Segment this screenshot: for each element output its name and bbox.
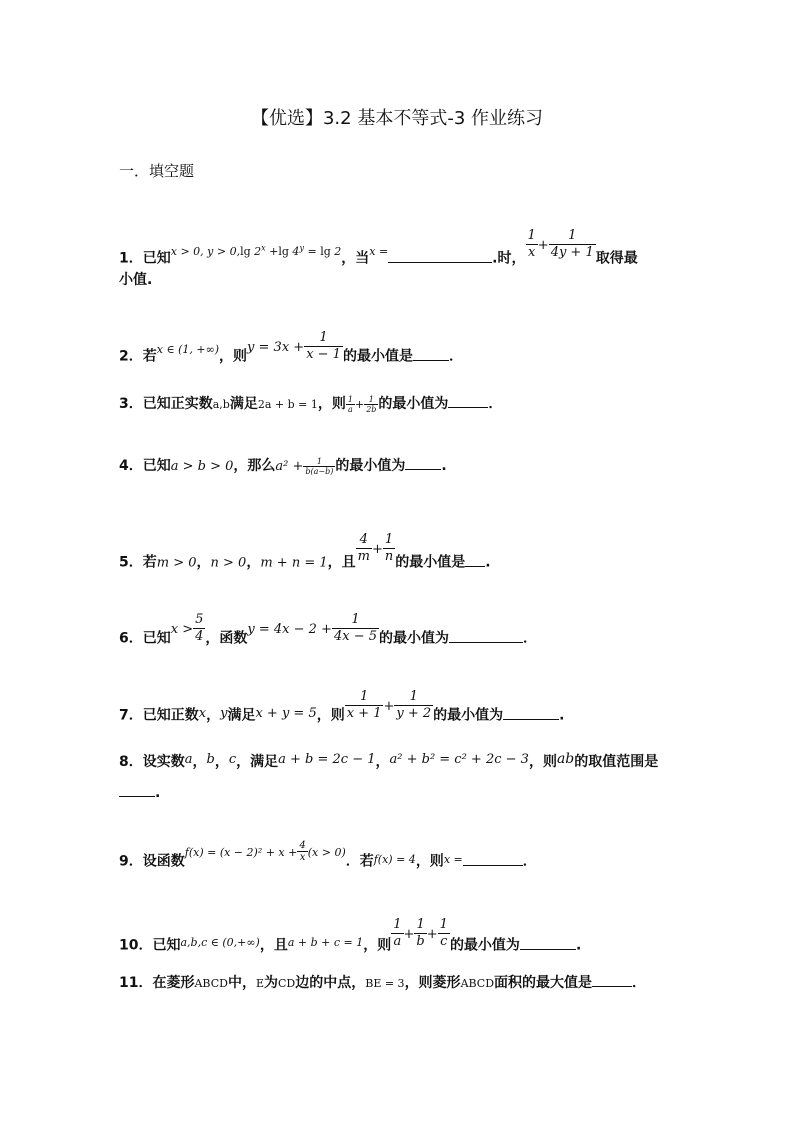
answer-blank <box>388 248 492 263</box>
math-expression: y = 3x + <box>247 339 305 355</box>
answer-blank <box>463 851 523 866</box>
math-condition: x ∈ (1, +∞) <box>156 342 220 356</box>
answer-blank <box>520 935 576 950</box>
question-10: 10．已知$^{a,b,c \in (0,+\infty)}$，且$^{a + b + c = 1}$，则 $\frac{1}{a}$ + $\frac{1}{b}$ + $\frac{1}{c}$ 的最小值为 . <box>119 917 582 954</box>
question-9: 9．设函数$^{f(x) = (x - 2)^2 + x +}$ $\frac{4}{x}$ $^{(x > 0)}$．若$^{f(x) = 4}$，则$^{x =}$ ． <box>119 840 537 870</box>
math-expression: y = 4x − 2 + <box>247 621 332 637</box>
answer-blank <box>405 455 441 470</box>
question-11: 11．在菱形ABCD中，E为CD边的中点，BE = 3，则菱形ABCD面积的最大值是 ． <box>119 972 689 994</box>
math-condition: x + y = 5 <box>255 705 317 721</box>
question-3: 3．已知正实数a,b满足2a + b = 1，则 $\frac{1}{a}$ + $\frac{1}{2b}$ 的最小值为 ． <box>119 394 503 414</box>
math-expression: $\frac{1}{a}$ <box>347 394 353 414</box>
math-condition: x > <box>170 621 194 637</box>
answer-blank <box>119 782 155 797</box>
math-condition: a > b > 0 <box>170 459 234 474</box>
question-8: 8．设实数a，b，c，满足a + b = 2c − 1，a² + b² = c² + 2c − 3，则ab的取值范围是 <box>119 751 659 770</box>
math-expression: $\frac{4}{m}$ <box>357 532 370 564</box>
page-title: 【优选】3.2 基本不等式-3 作业练习 <box>250 108 543 129</box>
math-expression: $\frac{1}{x}$ <box>527 228 536 260</box>
math-expression: $\frac{1}{a}$ <box>393 917 402 949</box>
math-expression: f(x) = (x − 2)² + x + <box>184 845 298 859</box>
answer-blank <box>448 393 488 408</box>
math-expression: $\frac{1}{x + 1}$ <box>346 689 382 721</box>
question-2: 2．若$^{x \in (1, +\infty)}$，则y = 3x + $\frac{1}{x - 1}$ 的最小值是 ． <box>119 330 463 365</box>
question-7: 7．已知正数x，y满足x + y = 5，则 $\frac{1}{x + 1}$ + $\frac{1}{y + 2}$ 的最小值为 . <box>119 689 565 724</box>
question-8-continued: . <box>119 782 689 803</box>
question-1: 1．已知$^{x > 0, y > 0,lg 2^x +lg 4^y = lg 2}$，当$^{x =}$ .时， $\frac{1}{x}$ + $\frac{1}{4y + 1}$ 取得最 <box>119 228 638 267</box>
section-heading: 一．填空题 <box>119 162 195 180</box>
question-4: 4．已知a > b > 0，那么a² + $\frac{1}{b(a-b)}$ 的最小值为 . <box>119 456 447 476</box>
math-expression: a² + <box>275 459 304 474</box>
answer-blank <box>592 972 632 987</box>
math-condition: a + b = 2c − 1 <box>278 752 376 767</box>
math-condition: 2a + b = 1 <box>257 398 318 411</box>
answer-blank <box>449 628 523 643</box>
answer-blank <box>465 552 485 567</box>
answer-blank <box>503 705 559 720</box>
math-condition: BE = 3 <box>365 977 405 990</box>
math-condition: x > 0, y > 0,lg 2x +lg 4y = lg 2 <box>170 242 342 258</box>
question-5: 5．若m > 0，n > 0，m + n = 1，且 $\frac{4}{m}$ + $\frac{1}{n}$ 的最小值是 . <box>119 532 491 571</box>
math-condition: a,b,c ∈ (0,+∞) <box>180 935 260 949</box>
answer-blank <box>413 346 449 361</box>
question-6: 6．已知x > $\frac{5}{4}$ ，函数y = 4x − 2 + $\frac{1}{4x - 5}$ 的最小值为 ． <box>119 612 537 647</box>
question-1-continued: 小值. <box>119 272 153 288</box>
